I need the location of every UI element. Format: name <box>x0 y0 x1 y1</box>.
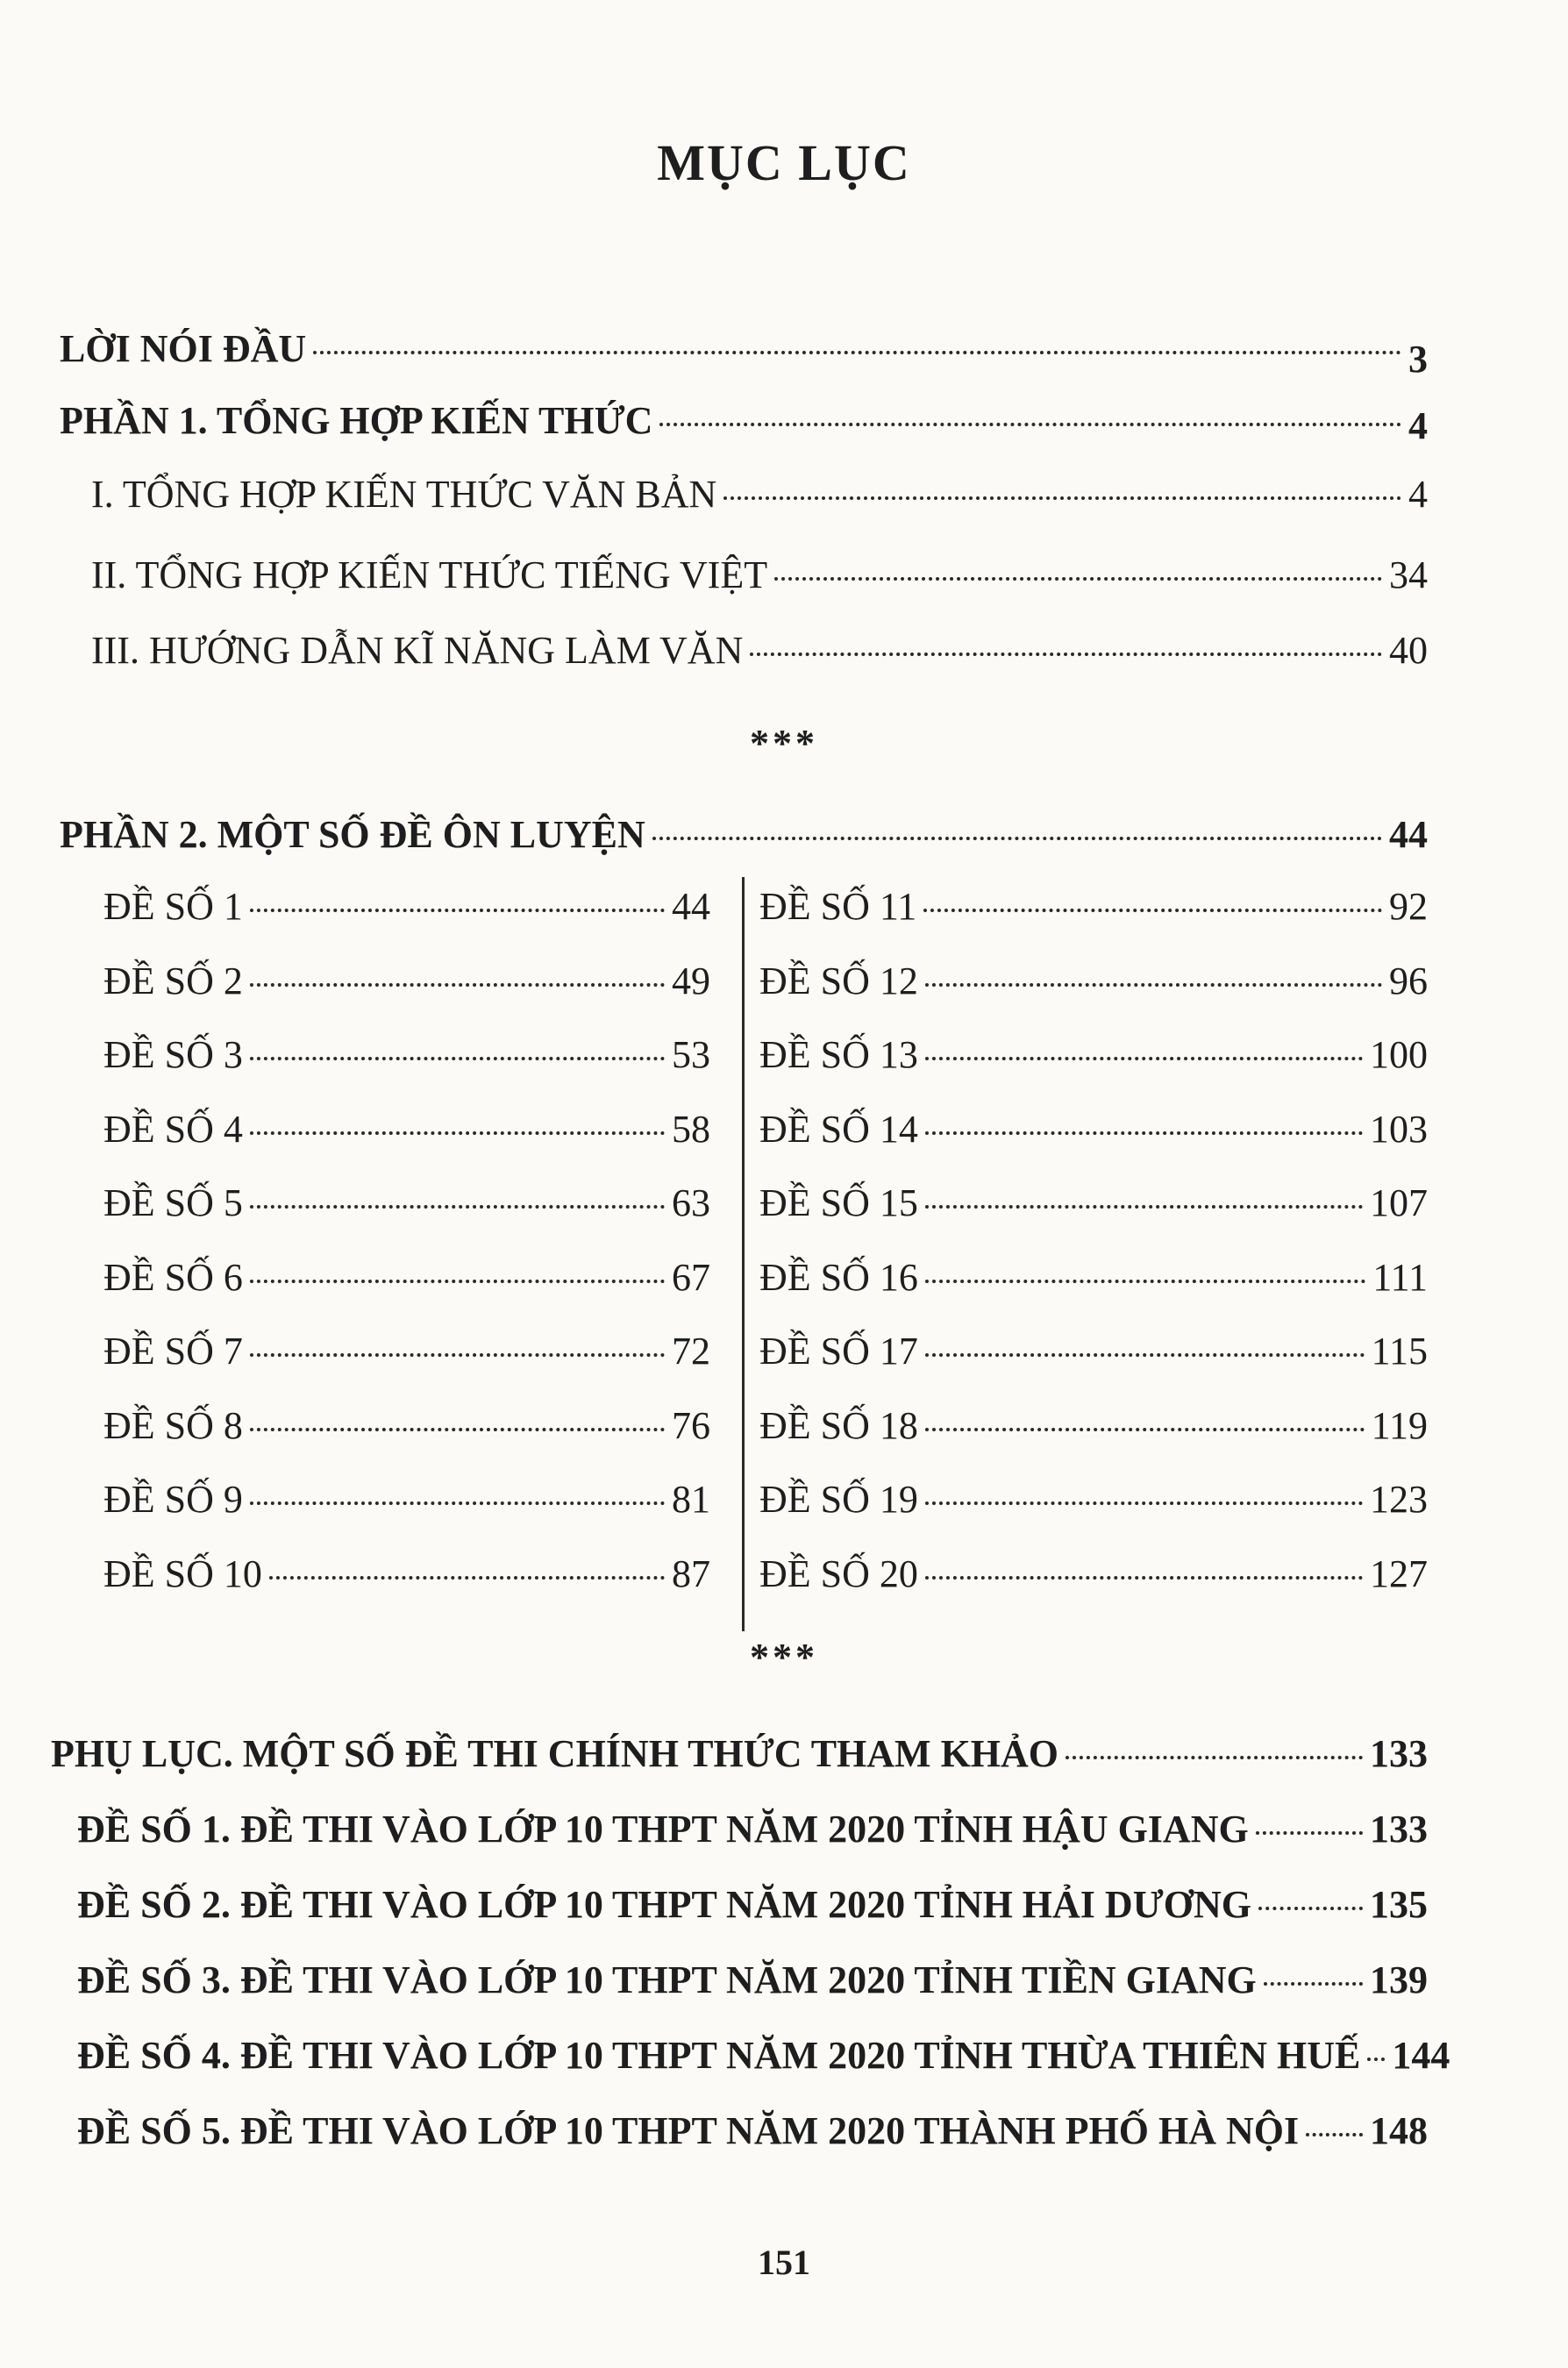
toc-label: ĐỀ SỐ 9 <box>103 1478 243 1521</box>
dot-leader <box>925 1576 1363 1580</box>
dot-leader <box>250 1131 665 1135</box>
toc-entry[interactable] <box>759 1177 1428 1230</box>
toc-label: ĐỀ SỐ 3 <box>103 1033 243 1076</box>
toc-entry[interactable] <box>759 955 1428 1008</box>
toc-page-number: 4 <box>1408 404 1428 447</box>
dot-leader <box>250 1428 665 1431</box>
toc-entry[interactable] <box>77 1954 1428 2007</box>
toc-label: ĐỀ SỐ 3. ĐỀ THI VÀO LỚP 10 THPT NĂM 2020 TỈNH TIỀN GIANG <box>77 1958 1257 2001</box>
toc-entry[interactable] <box>77 1803 1428 1856</box>
toc-page-number: 123 <box>1370 1478 1428 1521</box>
toc-entry-part1-item[interactable] <box>91 468 1428 521</box>
dot-leader <box>1264 1982 1363 1986</box>
toc-page-number: 67 <box>672 1255 710 1299</box>
section-separator: *** <box>750 1636 818 1679</box>
toc-label: ĐỀ SỐ 12 <box>759 959 918 1002</box>
dot-leader <box>250 1205 665 1209</box>
section-separator: *** <box>750 722 818 765</box>
dot-leader <box>1066 1756 1363 1759</box>
dot-leader <box>925 983 1382 987</box>
dot-leader <box>1258 1907 1363 1910</box>
toc-label: III. HƯỚNG DẪN KĨ NĂNG LÀM VĂN <box>91 629 744 672</box>
toc-page-number: 148 <box>1370 2109 1428 2152</box>
toc-entry[interactable] <box>103 1177 710 1230</box>
toc-label: PHỤ LỤC. MỘT SỐ ĐỀ THI CHÍNH THỨC THAM KHẢO <box>51 1732 1059 1775</box>
toc-label: ĐỀ SỐ 6 <box>103 1255 243 1299</box>
toc-label: ĐỀ SỐ 14 <box>759 1107 918 1151</box>
toc-page-number: 44 <box>672 885 710 928</box>
toc-label: LỜI NÓI ĐẦU <box>60 327 307 370</box>
toc-label: ĐỀ SỐ 17 <box>759 1330 918 1373</box>
toc-label: ĐỀ SỐ 16 <box>759 1255 918 1299</box>
toc-page-number: 119 <box>1371 1403 1428 1447</box>
toc-page-number: 100 <box>1370 1033 1428 1076</box>
toc-label: ĐỀ SỐ 11 <box>759 885 917 928</box>
toc-entry[interactable] <box>103 1325 710 1378</box>
toc-page-number: 58 <box>672 1107 710 1151</box>
toc-page-number: 139 <box>1370 1958 1428 2001</box>
toc-entry[interactable] <box>103 1400 710 1452</box>
page-title: MỤC LỤC <box>657 134 911 191</box>
toc-entry[interactable] <box>759 1252 1428 1304</box>
toc-entry[interactable] <box>759 1473 1428 1526</box>
toc-label: PHẦN 1. TỔNG HỢP KIẾN THỨC <box>60 399 653 442</box>
toc-page-number: 135 <box>1370 1883 1428 1926</box>
dot-leader <box>250 1501 665 1505</box>
toc-label: ĐỀ SỐ 13 <box>759 1033 918 1076</box>
toc-label: ĐỀ SỐ 10 <box>103 1551 262 1595</box>
toc-entry[interactable] <box>103 1548 710 1601</box>
toc-page-number: 111 <box>1372 1255 1428 1299</box>
dot-leader <box>925 1205 1363 1209</box>
dot-leader <box>925 1280 1365 1283</box>
dot-leader <box>1306 2133 1363 2136</box>
toc-entry[interactable] <box>103 1029 710 1081</box>
toc-entry[interactable] <box>759 1103 1428 1156</box>
dot-leader <box>250 1280 665 1283</box>
toc-entry[interactable] <box>759 881 1428 933</box>
toc-entry[interactable] <box>759 1400 1428 1452</box>
toc-label: ĐỀ SỐ 5. ĐỀ THI VÀO LỚP 10 THPT NĂM 2020 THÀNH PHỐ HÀ NỘI <box>77 2109 1300 2152</box>
toc-page-number: 81 <box>672 1478 710 1521</box>
dot-leader <box>250 909 665 912</box>
toc-label: ĐỀ SỐ 20 <box>759 1551 918 1595</box>
toc-entry[interactable] <box>759 1029 1428 1081</box>
toc-label: ĐỀ SỐ 1 <box>103 885 243 928</box>
toc-page-number: 49 <box>672 959 710 1002</box>
toc-entry[interactable] <box>103 1252 710 1304</box>
toc-page-number: 115 <box>1371 1330 1428 1373</box>
toc-page-number: 76 <box>672 1403 710 1447</box>
toc-label: ĐỀ SỐ 7 <box>103 1330 243 1373</box>
toc-page-number: 53 <box>672 1033 710 1076</box>
toc-label: ĐỀ SỐ 1. ĐỀ THI VÀO LỚP 10 THPT NĂM 2020 TỈNH HẬU GIANG <box>77 1808 1249 1851</box>
toc-entry-part1-item[interactable] <box>91 624 1428 677</box>
toc-page-number: 96 <box>1389 959 1428 1002</box>
dot-leader <box>723 496 1401 500</box>
toc-entry[interactable] <box>103 1473 710 1526</box>
toc-entry[interactable] <box>77 2105 1428 2158</box>
dot-leader <box>250 1057 665 1060</box>
toc-entry-intro[interactable] <box>60 323 1428 381</box>
toc-label: ĐỀ SỐ 5 <box>103 1181 243 1224</box>
dot-leader <box>1367 2058 1385 2061</box>
toc-label: ĐỀ SỐ 2 <box>103 959 243 1002</box>
toc-entry[interactable] <box>103 955 710 1008</box>
toc-page-number: 40 <box>1389 629 1428 672</box>
toc-label: ĐỀ SỐ 4. ĐỀ THI VÀO LỚP 10 THPT NĂM 2020 TỈNH THỪA THIÊN HUẾ <box>77 2034 1361 2077</box>
toc-entry[interactable] <box>759 1548 1428 1601</box>
toc-page-number: 133 <box>1370 1732 1428 1775</box>
dot-leader <box>250 1353 665 1357</box>
toc-label: PHẦN 2. MỘT SỐ ĐỀ ÔN LUYỆN <box>60 813 645 856</box>
dot-leader <box>774 577 1382 581</box>
toc-label: ĐỀ SỐ 15 <box>759 1181 918 1224</box>
toc-page-number: 127 <box>1370 1551 1428 1595</box>
toc-page-number: 144 <box>1392 2034 1450 2077</box>
toc-entry[interactable] <box>103 881 710 933</box>
dot-leader <box>652 837 1382 840</box>
toc-label: ĐỀ SỐ 2. ĐỀ THI VÀO LỚP 10 THPT NĂM 2020 TỈNH HẢI DƯƠNG <box>77 1883 1251 1926</box>
toc-page-number: 34 <box>1389 553 1428 596</box>
dot-leader <box>750 653 1382 656</box>
dot-leader <box>925 1501 1363 1505</box>
toc-page-number: 3 <box>1408 338 1428 381</box>
toc-label: II. TỔNG HỢP KIẾN THỨC TIẾNG VIỆT <box>91 553 768 596</box>
toc-label: ĐỀ SỐ 19 <box>759 1478 918 1521</box>
toc-page-number: 63 <box>672 1181 710 1224</box>
toc-entry[interactable] <box>103 1103 710 1156</box>
toc-page-number: 92 <box>1389 885 1428 928</box>
dot-leader <box>250 983 665 987</box>
toc-label: I. TỔNG HỢP KIẾN THỨC VĂN BẢN <box>91 473 717 516</box>
dot-leader <box>925 1057 1363 1060</box>
toc-page-number: 87 <box>672 1551 710 1595</box>
toc-entry[interactable] <box>759 1325 1428 1378</box>
dot-leader <box>923 909 1382 912</box>
toc-page-number: 107 <box>1370 1181 1428 1224</box>
toc-entry-part2[interactable] <box>60 809 1428 861</box>
dot-leader <box>925 1353 1365 1357</box>
toc-label: ĐỀ SỐ 8 <box>103 1403 243 1447</box>
toc-entry-appendix[interactable] <box>51 1728 1428 1780</box>
dot-leader <box>659 423 1401 426</box>
toc-page-number: 4 <box>1408 473 1428 516</box>
dot-leader <box>925 1428 1365 1431</box>
toc-page-number: 44 <box>1389 813 1428 856</box>
column-divider <box>742 877 745 1631</box>
toc-page-number: 133 <box>1370 1808 1428 1851</box>
page-number: 151 <box>758 2243 810 2282</box>
toc-page-number: 103 <box>1370 1107 1428 1151</box>
toc-label: ĐỀ SỐ 4 <box>103 1107 243 1151</box>
toc-page-number: 72 <box>672 1330 710 1373</box>
dot-leader <box>925 1131 1363 1135</box>
toc-label: ĐỀ SỐ 18 <box>759 1403 918 1447</box>
toc-entry-part1[interactable] <box>60 395 1428 447</box>
dot-leader <box>313 351 1401 354</box>
dot-leader <box>1256 1831 1363 1835</box>
toc-entry[interactable] <box>77 2029 1450 2082</box>
dot-leader <box>269 1576 665 1580</box>
toc-entry[interactable] <box>77 1879 1428 1931</box>
toc-entry-part1-item[interactable] <box>91 549 1428 602</box>
